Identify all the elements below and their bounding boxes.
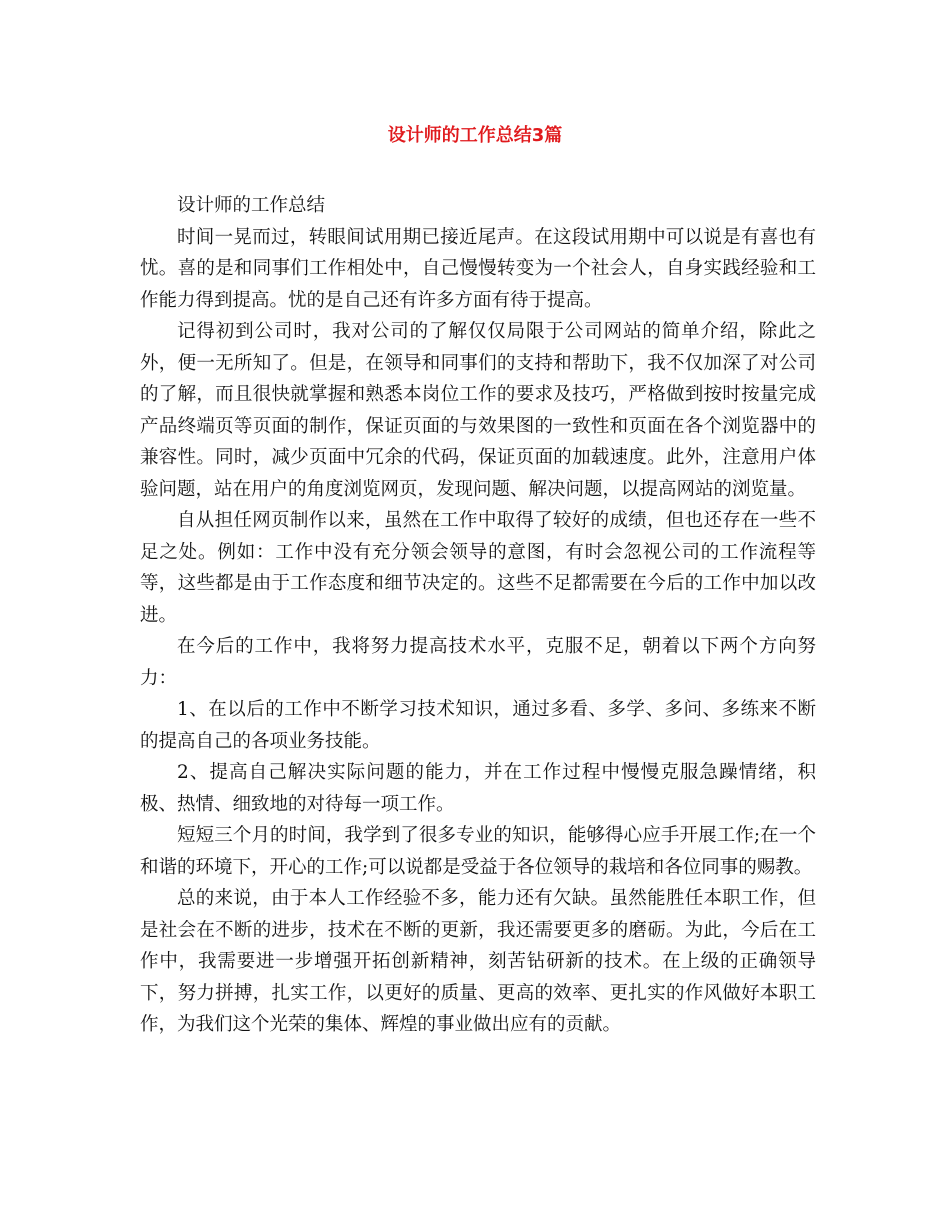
section-heading: 设计师的工作总结	[177, 195, 326, 216]
paragraph-intro: 时间一晃而过，转眼间试用期已接近尾声。在这段试用期中可以说是有喜也有忧。喜的是和同事们工作相处中，自己慢慢转变为一个社会人，自身实践经验和工作能力得到提高。忧的是自己还有许多方面有待于提高。	[140, 226, 816, 311]
paragraph-first-days: 记得初到公司时，我对公司的了解仅仅局限于公司网站的简单介绍，除此之外，便一无所知了。但是，在领导和同事们的支持和帮助下，我不仅加深了对公司的了解，而且很快就掌握和熟悉本岗位工作的要求及技巧，严格做到按时按量完成产品终端页等页面的制作，保证页面的与效果图的一致性和页面在各个浏览器中的兼容性。同时，减少页面中冗余的代码，保证页面的加载速度。此外，注意用户体验问题，站在用户的角度浏览网页，发现问题、解决问题，以提高网站的浏览量。	[140, 321, 816, 500]
document-title: 设计师的工作总结3篇	[387, 125, 563, 146]
list-item-2: 2、提高自己解决实际问题的能力，并在工作过程中慢慢克服急躁情绪，积极、热情、细致地的对待每一项工作。	[140, 762, 816, 815]
paragraph-future-plan: 在今后的工作中，我将努力提高技术水平，克服不足，朝着以下两个方向努力：	[140, 636, 816, 689]
paragraph-shortcomings: 自从担任网页制作以来，虽然在工作中取得了较好的成绩，但也还存在一些不足之处。例如：工作中没有充分领会领导的意图，有时会忽视公司的工作流程等等，这些都是由于工作态度和细节决定的。这些不足都需要在今后的工作中加以改进。	[140, 510, 816, 626]
paragraph-conclusion: 总的来说，由于本人工作经验不多，能力还有欠缺。虽然能胜任本职工作，但是社会在不断的进步，技术在不断的更新，我还需要更多的磨砺。为此，今后在工作中，我需要进一步增强开拓创新精神，刻苦钻研新的技术。在上级的正确领导下，努力拼搏，扎实工作，以更好的质量、更高的效率、更扎实的作风做好本职工作，为我们这个光荣的集体、辉煌的事业做出应有的贡献。	[140, 888, 816, 1035]
document-body	[140, 190, 816, 1041]
list-item-1: 1、在以后的工作中不断学习技术知识，通过多看、多学、多问、多练来不断的提高自己的各项业务技能。	[140, 699, 816, 752]
paragraph-three-months: 短短三个月的时间，我学到了很多专业的知识，能够得心应手开展工作;在一个和谐的环境下，开心的工作;可以说都是受益于各位领导的栽培和各位同事的赐教。	[140, 825, 816, 878]
